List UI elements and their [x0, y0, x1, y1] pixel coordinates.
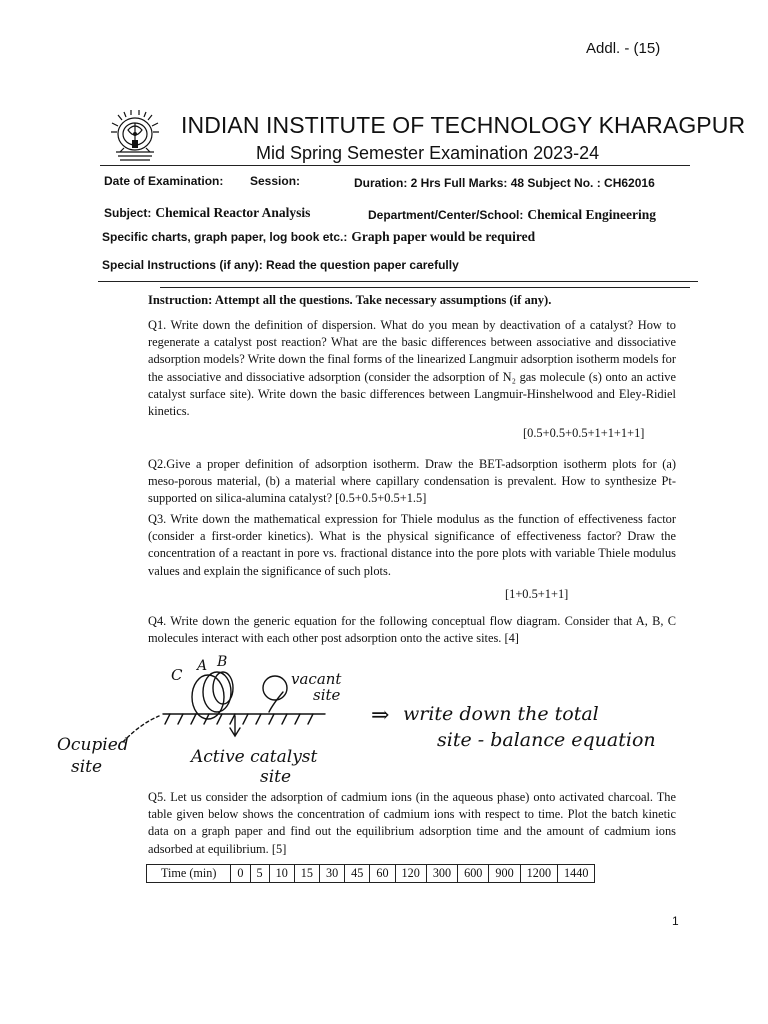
- institute-name: INDIAN INSTITUTE OF TECHNOLOGY KHARAGPUR: [181, 112, 746, 138]
- question-1: [148, 317, 676, 420]
- table-cell: 600: [458, 865, 489, 883]
- header-divider: [100, 165, 690, 166]
- session-label: Session:: [250, 174, 301, 188]
- occupied-label-2: site: [71, 757, 103, 777]
- label-a: A: [197, 658, 208, 674]
- active-site-label-1: Active catalyst: [191, 747, 318, 767]
- question-2-text: Give a proper definition of adsorption isotherm. Draw the BET-adsorption isotherm plots for (a) meso-porous material, (b) a material where capillary condensation is prevalent. How to synthesize Pt-supported on silica-alumina catalyst? [0.5+0.5+0.5+1.5]: [148, 457, 676, 506]
- label-b: B: [217, 654, 228, 670]
- question-2: [148, 456, 676, 508]
- question-1-label: Q1.: [148, 318, 167, 332]
- duration-marks-subject: Duration: 2 Hrs Full Marks: 48 Subject No. : CH62016: [354, 176, 655, 190]
- additional-sheet-label: Addl. - (15): [586, 40, 661, 57]
- table-cell: 45: [345, 865, 370, 883]
- subject-row: [104, 204, 310, 222]
- table-cell: 900: [489, 865, 520, 883]
- department-value: Chemical Engineering: [527, 207, 656, 222]
- department-label: Department/Center/School:: [368, 208, 524, 222]
- table-row: [147, 865, 595, 883]
- table-cell: 30: [319, 865, 344, 883]
- details-divider: [98, 281, 698, 282]
- question-2-label: Q2.: [148, 457, 167, 471]
- table-cell: 1440: [558, 865, 595, 883]
- implies-arrow: ⇒: [371, 703, 390, 728]
- subject-label: Subject:: [104, 206, 152, 220]
- subject-value: Chemical Reactor Analysis: [155, 205, 311, 220]
- charts-value: Graph paper would be required: [351, 229, 536, 244]
- iit-kgp-logo-icon: [106, 110, 164, 171]
- charts-row: [102, 228, 535, 246]
- question-5-text: Let us consider the adsorption of cadmium ions (in the aqueous phase) onto activated charcoal. The table given below shows the concentration of cadmium ions with respect to time. Plot the batch kinetic data on a graph paper and find out the equilibrium adsorption time and the amount of cadmium ions adsorbed at equilibrium. [5]: [148, 790, 676, 856]
- table-cell: 1200: [520, 865, 557, 883]
- question-3-marks: [1+0.5+1+1]: [505, 587, 569, 601]
- surface-hatching: [165, 714, 313, 724]
- handwritten-diagram: [55, 652, 755, 787]
- question-5: [148, 789, 676, 858]
- department-row: [368, 206, 656, 224]
- question-4-text: Write down the generic equation for the following conceptual flow diagram. Consider that A, B, C molecules interact with each other post adsorption onto the active sites. [4]: [148, 614, 676, 646]
- question-1-text: Write down the definition of dispersion. What do you mean by deactivation of a catalyst? How to regenerate a catalyst post reaction? What are the basic differences between associative and dissociative adsorption models? Write down the final forms of the linearized Langmuir adsorption isotherm models for the associative and dissociative adsorption (consider the adsorption of N₂ gas molecule (s) onto an active catalyst surface site). Write down the basic differences between Langmuir-Hinshelwood and Eley-Ridiel kinetics.: [148, 318, 676, 419]
- table-cell: 120: [395, 865, 426, 883]
- special-instructions-label: Special Instructions (if any):: [102, 258, 263, 272]
- vacant-label-1: vacant: [291, 670, 342, 688]
- question-3-label: Q3.: [148, 512, 167, 526]
- vacant-arrow: [269, 692, 283, 712]
- table-cell: 5: [250, 865, 269, 883]
- vacant-label-2: site: [313, 686, 341, 704]
- question-3: [148, 511, 676, 580]
- table-cell: 0: [231, 865, 250, 883]
- vacant-site-circle: [263, 676, 287, 700]
- exam-title: Mid Spring Semester Examination 2023-24: [256, 143, 600, 163]
- instruction-text: Instruction: Attempt all the questions. Take necessary assumptions (if any).: [148, 293, 552, 307]
- question-5-label: Q5.: [148, 790, 167, 804]
- question-4-label: Q4.: [148, 614, 167, 628]
- occupied-label-1: Ocupied: [57, 735, 129, 755]
- special-instructions-value: Read the question paper carefully: [266, 258, 459, 272]
- date-of-exam-label: Date of Examination:: [104, 174, 224, 188]
- table-cell: 10: [269, 865, 294, 883]
- table-header-time: Time (min): [147, 865, 231, 883]
- question-3-text: Write down the mathematical expression for Thiele modulus as the function of effectiveness factor (consider a first-order kinetics). What is the physical significance of effectiveness factor? Draw the concentration of a reactant in pore vs. fractional distance into the pore plots with variable Thiele modulus values and explain the significance of such plots.: [148, 512, 676, 578]
- note-line-1: write down the total: [403, 703, 599, 725]
- page-number: 1: [672, 914, 679, 928]
- active-site-arrow: [230, 716, 240, 736]
- question-4: [148, 613, 676, 647]
- table-cell: 300: [426, 865, 457, 883]
- charts-label: Specific charts, graph paper, log book etc.:: [102, 230, 348, 244]
- details-divider-2: [160, 287, 690, 288]
- label-c: C: [171, 666, 183, 684]
- table-cell: 60: [370, 865, 395, 883]
- question-1-marks: [0.5+0.5+0.5+1+1+1+1]: [523, 426, 645, 440]
- note-line-2: site - balance equation: [437, 729, 656, 751]
- active-site-label-2: site: [260, 767, 292, 787]
- special-instructions-row: [102, 258, 459, 272]
- table-cell: 15: [294, 865, 319, 883]
- cadmium-kinetics-table: [146, 864, 595, 883]
